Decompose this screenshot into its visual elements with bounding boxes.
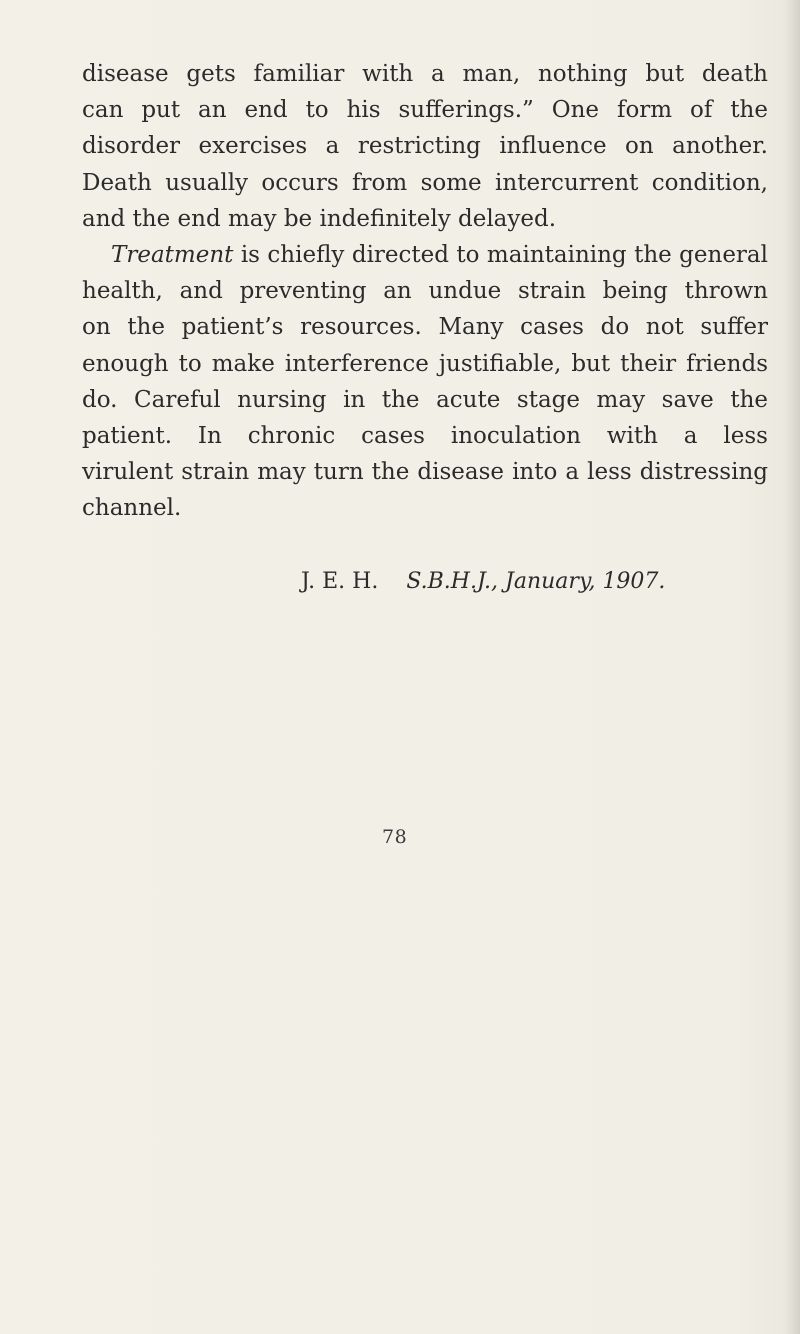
text-line: on the patient’s resources. Many cases do not suffer bbox=[82, 314, 768, 341]
text-line: do. Careful nursing in the acute stage may save the bbox=[82, 386, 768, 413]
text-line: channel. bbox=[82, 495, 182, 522]
paragraph-treatment bbox=[82, 237, 768, 527]
text-line: virulent strain may turn the disease into a less distressing bbox=[82, 459, 768, 486]
page-number: 78 bbox=[382, 826, 408, 848]
text-line: patient. In chronic cases inoculation with a less bbox=[82, 423, 768, 450]
text-line: disorder exercises a restricting influence on another. bbox=[82, 133, 768, 160]
text-line bbox=[82, 237, 768, 273]
paragraph-disease-course bbox=[82, 56, 768, 237]
text-line: and the end may be indefinitely delayed. bbox=[82, 205, 557, 232]
treatment-line-rest: is chiefly directed to maintaining the general bbox=[233, 242, 768, 269]
author-initials: J. E. H. bbox=[301, 569, 379, 594]
body-text bbox=[82, 56, 768, 527]
author-attribution bbox=[301, 569, 665, 594]
text-line: disease gets familiar with a man, nothing but death bbox=[82, 61, 768, 87]
text-line: can put an end to his sufferings.” One form of the bbox=[82, 97, 768, 124]
source-citation: S.B.H.J., January, 1907. bbox=[406, 569, 666, 594]
page-edge-shadow bbox=[784, 0, 800, 1334]
treatment-heading: Treatment bbox=[111, 242, 234, 269]
text-line: enough to make interference justifiable, but their friends bbox=[82, 350, 768, 377]
text-line: Death usually occurs from some intercurrent condition, bbox=[82, 169, 768, 196]
text-line: health, and preventing an undue strain being thrown bbox=[82, 278, 768, 305]
